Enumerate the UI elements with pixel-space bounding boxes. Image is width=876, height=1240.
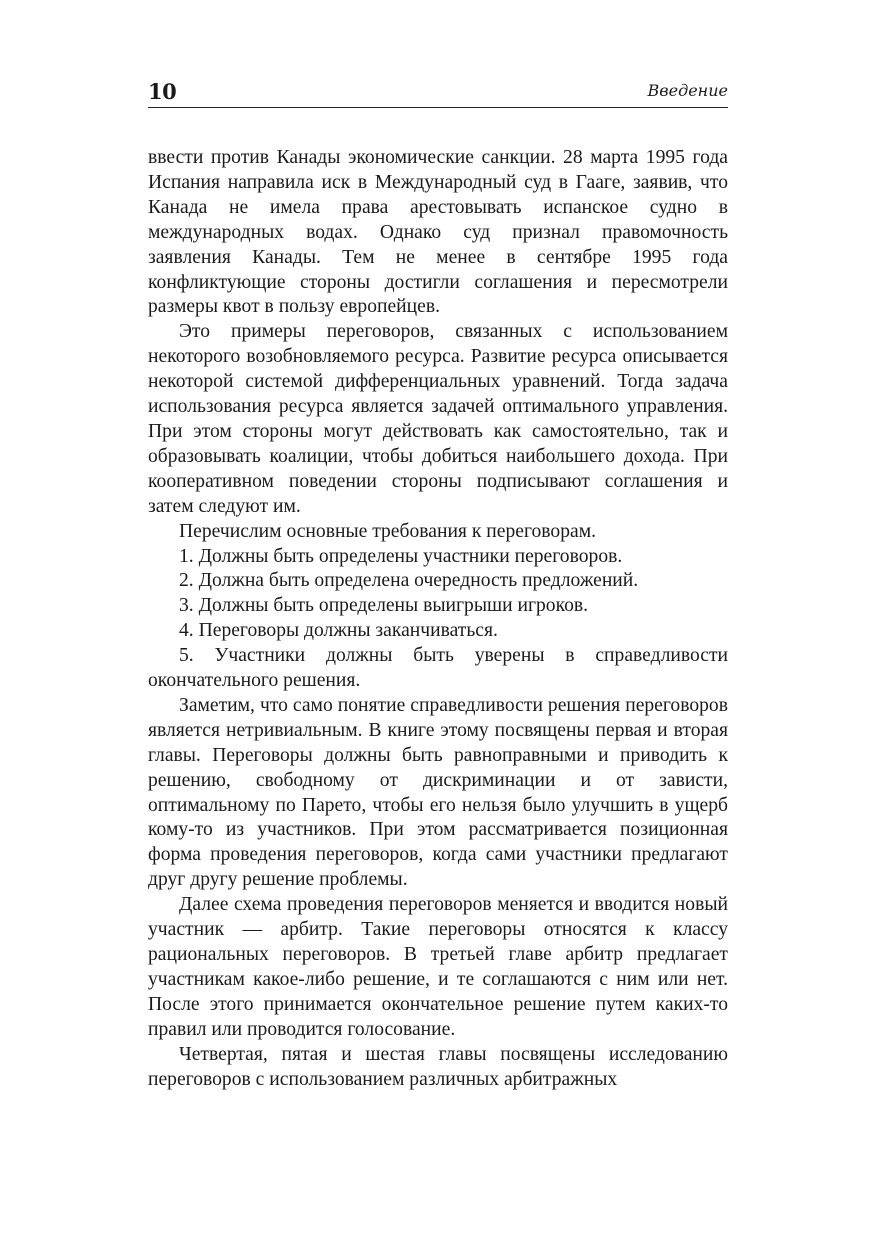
paragraph: Это примеры переговоров, связанных с использованием некоторого возобновляемого ресурса. Развитие ресурса описывается некоторой системой дифференциальных уравнений. Тогда задача использования ресурса является задачей оптимального управления. При этом стороны могут действовать как самостоятельно, так и образовывать коалиции, чтобы добиться наибольшего дохода. При кооперативном поведении стороны подписывают соглашения и затем следуют им. xyxy=(148,321,728,517)
list-item: 2. Должна быть определена очередность предложений. xyxy=(179,570,639,592)
page-number: 10 xyxy=(148,79,177,104)
body-text xyxy=(148,146,728,1092)
running-head: Введение xyxy=(647,81,728,100)
paragraph: Далее схема проведения переговоров меняется и вводится новый участник — арбитр. Такие переговоры относятся к классу рациональных переговоров. В третьей главе арбитр предлагает участникам какое-либо решение, и те соглашаются с ним или нет. После этого принимается окончательное решение путем каких-то правил или проводится голосование. xyxy=(148,894,728,1040)
paragraph: Заметим, что само понятие справедливости решения переговоров является нетривиальным. В книге этому посвящены первая и вторая главы. Переговоры должны быть равноправными и приводить к решению, свободному от дискриминации и от зависти, оптимальному по Парето, чтобы его нельзя было улучшить в ущерб кому-то из участников. При этом рассматривается позиционная форма проведения переговоров, когда сами участники предлагают друг другу решение проблемы. xyxy=(148,694,728,891)
paragraph: ввести против Канады экономические санкции. 28 марта 1995 года Испания направила иск в Международный суд в Гааге, заявив, что Канада не имела права арестовывать испанское судно в международных водах. Однако суд признал правомочность заявления Канады. Тем не менее в сентябре 1995 года конфликтующие стороны достигли соглашения и пересмотрели размеры квот в пользу европейцев. xyxy=(148,147,728,318)
list-item: 1. Должны быть определены участники переговоров. xyxy=(179,545,623,567)
paragraph: Четвертая, пятая и шестая главы посвящены исследованию переговоров с использованием различных арбитражных xyxy=(148,1043,728,1090)
paragraph: Перечислим основные требования к переговорам. xyxy=(179,520,596,542)
list-item: 3. Должны быть определены выигрыши игроков. xyxy=(179,595,589,617)
page-header xyxy=(148,76,728,108)
list-item: 5. Участники должны быть уверены в справедливости окончательного решения. xyxy=(148,645,728,692)
list-item: 4. Переговоры должны заканчиваться. xyxy=(179,620,498,642)
